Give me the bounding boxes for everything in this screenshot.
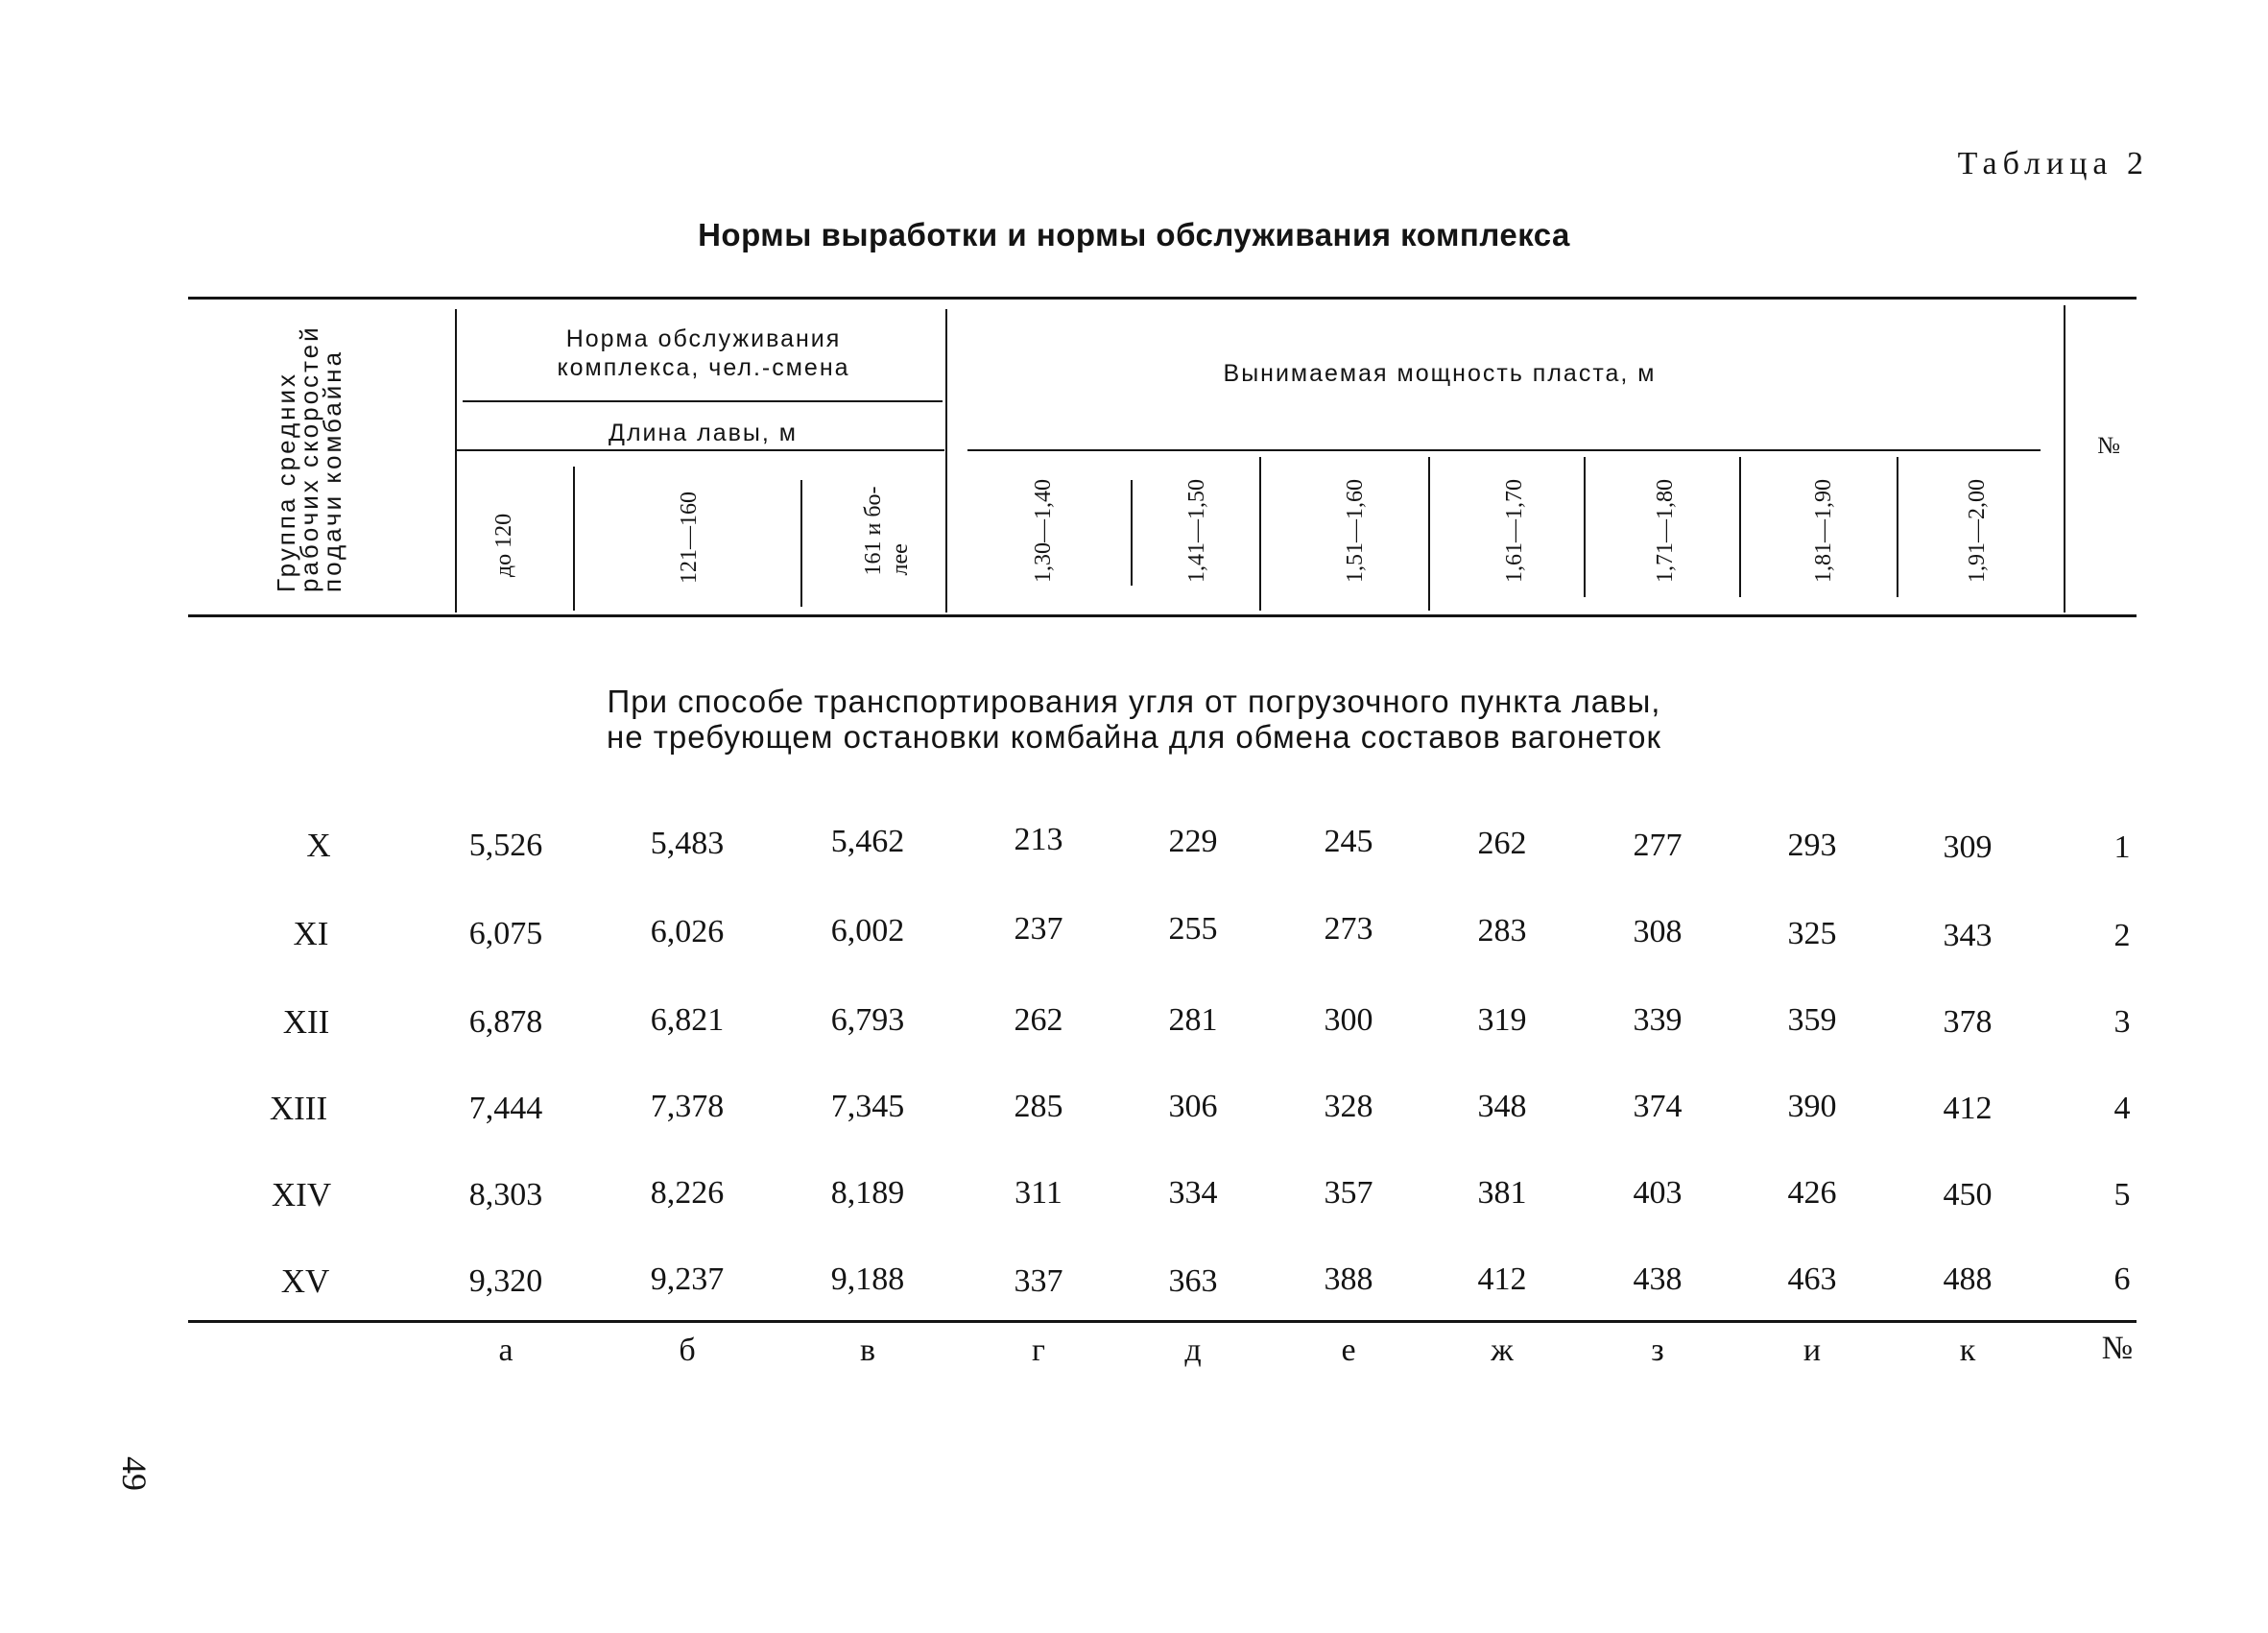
value-cell: 311 xyxy=(1015,1175,1062,1211)
thickness-column-header: 1,91—2,00 xyxy=(1965,479,1990,583)
row-number: 4 xyxy=(2113,1091,2131,1126)
thickness-column-header: 1,41—1,50 xyxy=(1184,479,1209,583)
footer-num-label: № xyxy=(2101,1331,2134,1366)
value-cell: 308 xyxy=(1633,914,1683,949)
header-divider xyxy=(2064,305,2065,612)
column-letter: и xyxy=(1802,1333,1822,1368)
thickness-column-header: 1,71—1,80 xyxy=(1653,479,1678,583)
value-cell: 337 xyxy=(1014,1263,1063,1299)
column-letter: е xyxy=(1341,1333,1356,1368)
value-cell: 339 xyxy=(1633,1002,1683,1038)
value-cell: 488 xyxy=(1943,1261,1993,1297)
header-divider xyxy=(573,467,575,611)
header-bottom-rule xyxy=(188,614,2137,617)
page-number: 49 xyxy=(115,1456,154,1491)
row-number: 1 xyxy=(2113,829,2131,865)
group-cell: XII xyxy=(282,1003,330,1041)
group-cell: XV xyxy=(280,1262,330,1300)
header-divider xyxy=(455,309,457,612)
value-cell: 262 xyxy=(1477,826,1527,861)
row-number: 2 xyxy=(2113,918,2131,953)
value-cell: 438 xyxy=(1633,1261,1683,1297)
value-cell: 8,303 xyxy=(468,1177,543,1213)
value-cell: 6,878 xyxy=(468,1004,543,1040)
column-letter: в xyxy=(859,1333,876,1368)
header-divider xyxy=(1131,480,1133,586)
column-letter: к xyxy=(1959,1333,1976,1368)
column-letter: ж xyxy=(1491,1333,1514,1368)
num-column-header: № xyxy=(2097,433,2122,459)
header-divider xyxy=(945,309,947,612)
service-norm-header: Норма обслуживания комплекса, чел.-смена xyxy=(557,325,850,381)
value-cell: 6,002 xyxy=(830,913,905,949)
value-cell: 262 xyxy=(1014,1002,1063,1038)
length-column-header: 161 и бо- лее xyxy=(861,486,913,576)
group-cell: XI xyxy=(293,915,329,952)
value-cell: 8,226 xyxy=(650,1175,725,1211)
value-cell: 334 xyxy=(1168,1175,1218,1211)
table-label: Таблица 2 xyxy=(1957,146,2149,181)
table-title: Нормы выработки и нормы обслуживания комплекса xyxy=(698,217,1570,252)
value-cell: 378 xyxy=(1943,1004,1993,1040)
length-column-header: 121—160 xyxy=(677,492,702,584)
value-cell: 273 xyxy=(1324,911,1373,947)
value-cell: 285 xyxy=(1014,1089,1063,1124)
section-note xyxy=(0,684,2268,755)
value-cell: 450 xyxy=(1943,1177,1993,1213)
header-divider xyxy=(1897,457,1898,597)
value-cell: 293 xyxy=(1787,828,1837,863)
group-column-header: Группа средних рабочих скоростей подачи комбайна xyxy=(272,324,346,592)
value-cell: 283 xyxy=(1477,913,1527,949)
column-letter: д xyxy=(1184,1333,1202,1368)
value-cell: 7,444 xyxy=(468,1091,543,1126)
column-letter: г xyxy=(1032,1333,1045,1368)
value-cell: 281 xyxy=(1168,1002,1218,1038)
value-cell: 390 xyxy=(1787,1089,1837,1124)
value-cell: 229 xyxy=(1168,824,1218,859)
footer-rule xyxy=(188,1320,2137,1323)
header-divider xyxy=(1428,457,1430,611)
value-cell: 9,320 xyxy=(468,1263,543,1299)
header-top-rule xyxy=(188,297,2137,300)
value-cell: 309 xyxy=(1943,829,1993,865)
value-cell: 277 xyxy=(1633,828,1683,863)
thickness-column-header: 1,81—1,90 xyxy=(1811,479,1836,583)
value-cell: 348 xyxy=(1477,1089,1527,1124)
column-letter: б xyxy=(679,1333,696,1368)
section-note-line: не требующем остановки комбайна для обмена составов вагонеток xyxy=(607,719,1661,755)
group-cell: XIII xyxy=(269,1090,328,1127)
value-cell: 6,793 xyxy=(830,1002,905,1038)
value-cell: 5,483 xyxy=(650,826,725,861)
length-column-header: до 120 xyxy=(491,513,516,578)
value-cell: 237 xyxy=(1014,911,1063,947)
value-cell: 5,462 xyxy=(830,824,905,859)
thickness-column-header: 1,30—1,40 xyxy=(1031,479,1056,583)
value-cell: 343 xyxy=(1943,918,1993,953)
value-cell: 463 xyxy=(1787,1261,1837,1297)
row-number: 3 xyxy=(2113,1004,2131,1040)
value-cell: 319 xyxy=(1477,1002,1527,1038)
section-note-line: При способе транспортирования угля от погрузочного пункта лавы, xyxy=(607,684,1661,719)
value-cell: 328 xyxy=(1324,1089,1373,1124)
value-cell: 6,026 xyxy=(650,914,725,949)
value-cell: 9,188 xyxy=(830,1261,905,1297)
group-cell: XIV xyxy=(271,1176,332,1213)
value-cell: 381 xyxy=(1477,1175,1527,1211)
value-cell: 374 xyxy=(1633,1089,1683,1124)
value-cell: 388 xyxy=(1324,1261,1373,1297)
column-letter: з xyxy=(1651,1333,1664,1368)
header-subrule xyxy=(967,449,2041,451)
value-cell: 306 xyxy=(1168,1089,1218,1124)
header-divider xyxy=(1739,457,1741,597)
value-cell: 412 xyxy=(1477,1261,1527,1297)
value-cell: 6,821 xyxy=(650,1002,725,1038)
value-cell: 7,345 xyxy=(830,1089,905,1124)
value-cell: 5,526 xyxy=(468,828,543,863)
header-subrule xyxy=(463,400,943,402)
value-cell: 9,237 xyxy=(650,1261,725,1297)
value-cell: 325 xyxy=(1787,916,1837,951)
header-divider xyxy=(800,480,802,607)
face-length-header: Длина лавы, м xyxy=(609,420,798,446)
value-cell: 403 xyxy=(1633,1175,1683,1211)
value-cell: 7,378 xyxy=(650,1089,725,1124)
value-cell: 6,075 xyxy=(468,916,543,951)
value-cell: 412 xyxy=(1943,1091,1993,1126)
header-divider xyxy=(1584,457,1586,597)
value-cell: 357 xyxy=(1324,1175,1373,1211)
value-cell: 359 xyxy=(1787,1002,1837,1038)
thickness-column-header: 1,51—1,60 xyxy=(1343,479,1368,583)
row-number: 6 xyxy=(2113,1261,2131,1297)
value-cell: 300 xyxy=(1324,1002,1373,1038)
value-cell: 213 xyxy=(1014,822,1063,857)
value-cell: 255 xyxy=(1168,911,1218,947)
value-cell: 8,189 xyxy=(830,1175,905,1211)
value-cell: 426 xyxy=(1787,1175,1837,1211)
header-subrule xyxy=(457,449,944,451)
value-cell: 363 xyxy=(1168,1263,1218,1299)
header-divider xyxy=(1259,457,1261,611)
value-cell: 245 xyxy=(1324,824,1373,859)
thickness-header: Вынимаемая мощность пласта, м xyxy=(1223,360,1657,387)
column-letter: а xyxy=(498,1333,513,1368)
thickness-column-header: 1,61—1,70 xyxy=(1502,479,1527,583)
row-number: 5 xyxy=(2113,1177,2131,1213)
group-cell: X xyxy=(306,827,331,864)
